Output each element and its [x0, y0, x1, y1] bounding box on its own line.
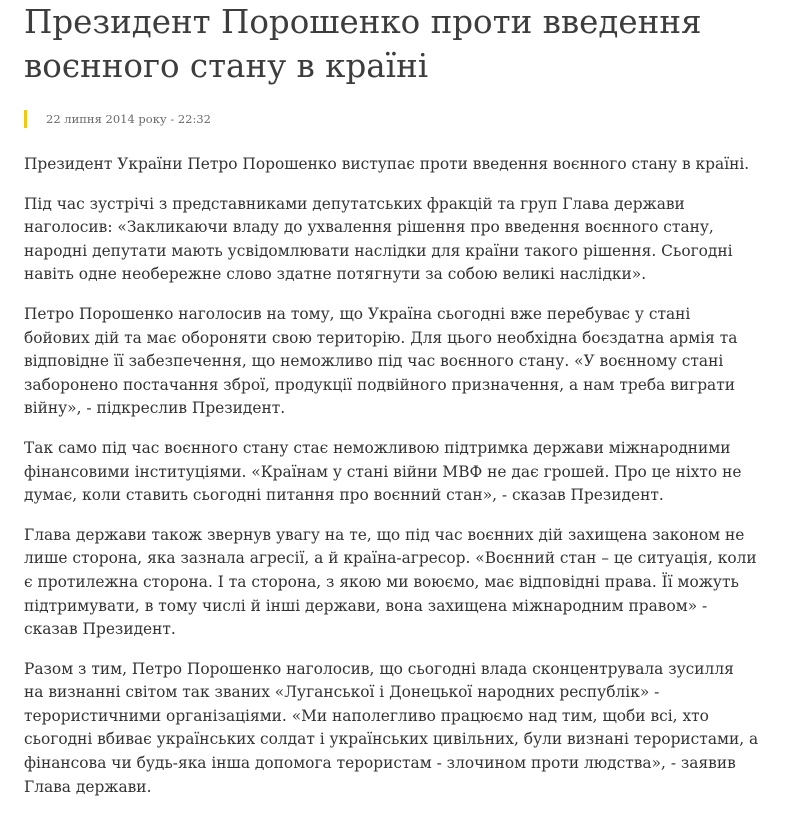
paragraph-5: Глава держави також звернув увагу на те, що під час воєнних дій захищена законом не лише сторона, яка зазнала агресії, а й країна-агресор. «Воєнний стан – це ситуація, коли є протилежна сторона. І та сторона, з якою ми воюємо, має відповідні права. Її можуть підтримувати, в тому числі й інші держави, вона захищена міжнародним правом» - сказав Президент.	[24, 525, 757, 639]
article-title-line2: воєнного стану в країні	[24, 47, 429, 85]
paragraph-4: Так само під час воєнного стану стає неможливою підтримка держави міжнародними фінансовими інституціями. «Країнам у стані війни МВФ не дає грошей. Про це ніхто не думає, коли ставить сьогодні питання про воєнний стан», - сказав Президент.	[24, 438, 742, 505]
article-meta	[24, 110, 774, 128]
article-title	[24, 0, 774, 88]
paragraph-1: Президент України Петро Порошенко виступає проти введення воєнного стану в країні.	[24, 155, 750, 173]
paragraph-6: Разом з тим, Петро Порошенко наголосив, що сьогодні влада сконцентрувала зусилля на визнанні світом так званих «Луганської і Донецької народних республік» - терористичними організаціями. «Ми наполегливо працюємо над тим, щоби всі, хто сьогодні вбиває українських солдат і українських цивільних, були визнані терористами, а фінансова чи будь-яка інша допомога терористам - злочином проти людства», - заявив Глава держави.	[24, 659, 759, 796]
accent-bar	[24, 110, 27, 128]
article-body	[24, 153, 774, 799]
article	[24, 0, 774, 815]
paragraph-3: Петро Порошенко наголосив на тому, що Україна сьогодні вже перебуває у стані бойових дій та має обороняти свою територію. Для цього необхідна боєздатна армія та відповідне її забезпечення, що неможливо під час воєнного стану. «У воєнному стані заборонено постачання зброї, продукції подвійного призначення, а нам треба виграти війну», - підкреслив Президент.	[24, 304, 738, 418]
paragraph-2: Під час зустрічі з представниками депутатських фракцій та груп Глава держави наголосив: «Закликаючи владу до ухвалення рішення про введення воєнного стану, народні депутати мають усвідомлювати наслідки для країни такого рішення. Сьогодні навіть одне необережне слово здатне потягнути за собою великі наслідки».	[24, 194, 733, 284]
publish-date: 22 липня 2014 року - 22:32	[46, 112, 211, 126]
article-title-line1: Президент Порошенко проти введення	[24, 3, 702, 41]
